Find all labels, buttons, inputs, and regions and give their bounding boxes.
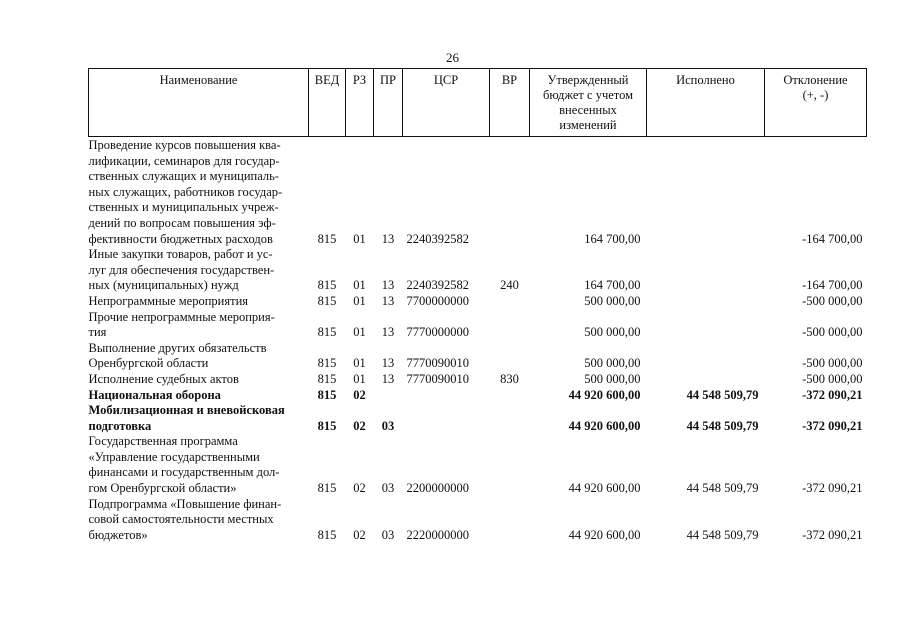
cell-rz: 02 [353,527,366,542]
row-name-line: фективности бюджетных расходов [88,231,273,246]
row-name [89,310,309,341]
cell-deviation: -372 090,21 [802,387,863,402]
cell-vr [490,294,530,310]
cell-executed [647,137,765,248]
row-name-line: Выполнение других обязательств [88,340,267,355]
row-name-line: Проведение курсов повышения ква- [88,138,281,152]
cell-deviation: -164 700,00 [802,231,863,246]
row-name-line: ных (муниципальных) нужд [88,278,239,293]
cell-approved: 44 920 600,00 [568,387,641,402]
cell-vr [490,497,530,544]
cell-rz: 02 [353,418,366,433]
cell-pr: 03 [381,527,395,542]
header-csr: ЦСР [403,69,490,137]
table-row [89,294,867,310]
cell-deviation: -500 000,00 [802,325,863,340]
table-row [89,372,867,388]
cell-approved: 44 920 600,00 [568,481,641,496]
cell-approved: 500 000,00 [584,371,641,386]
cell-rz: 02 [353,481,366,496]
row-name-line: Исполнение судебных актов [88,371,239,386]
cell-vr [490,434,530,496]
table-row [89,434,867,496]
row-name-line: ственных и муниципальных учреж- [88,200,279,215]
cell-ved: 815 [317,293,337,308]
header-executed: Исполнено [647,69,765,137]
cell-ved: 815 [317,278,337,293]
cell-csr: 2200000000 [406,481,469,496]
table-body [89,137,867,544]
row-name-line: гом Оренбургской области» [88,481,237,496]
cell-csr: 7770090010 [406,371,469,386]
cell-pr: 13 [381,356,395,371]
cell-csr [403,403,490,434]
row-name-line: луг для обеспечения государствен- [88,262,275,277]
row-name [89,388,309,404]
row-name-line: лификации, семинаров для государ- [88,153,280,168]
cell-approved: 44 920 600,00 [568,527,641,542]
header-approved-line: изменений [559,118,617,132]
row-name-line: Мобилизационная и вневойсковая [88,403,285,418]
cell-csr: 2220000000 [406,527,469,542]
table-row [89,403,867,434]
row-name-line: ных служащих, работников государ- [88,184,283,199]
cell-rz: 02 [353,387,366,402]
row-name-line: подготовка [88,418,152,433]
cell-pr: 13 [381,371,395,386]
cell-executed [647,310,765,341]
cell-executed [647,247,765,294]
table-header-row [89,69,867,137]
cell-approved: 500 000,00 [584,325,641,340]
row-name [89,403,309,434]
row-name-line: Государственная программа [88,434,238,449]
header-approved-line: бюджет с учетом [542,88,633,102]
cell-approved: 44 920 600,00 [568,418,641,433]
cell-rz: 01 [353,293,366,308]
cell-deviation: -372 090,21 [802,418,863,433]
row-name-line: «Управление государственными [88,449,260,464]
cell-ved: 815 [317,356,337,371]
cell-ved: 815 [317,371,337,386]
cell-rz: 01 [353,371,366,386]
row-name [89,294,309,310]
cell-pr: 13 [381,325,395,340]
cell-vr [490,388,530,404]
cell-pr: 13 [381,231,395,246]
row-name-line: Непрограммные мероприятия [88,293,249,308]
row-name-line: дений по вопросам повышения эф- [88,215,276,230]
cell-vr [490,341,530,372]
row-name-line: финансами и государственным дол- [88,465,280,480]
cell-vr: 240 [500,278,519,293]
cell-rz: 01 [353,278,366,293]
cell-vr [490,403,530,434]
cell-rz: 01 [353,356,366,371]
row-name-line: Национальная оборона [88,387,221,402]
table-row [89,497,867,544]
header-approved-line: внесенных [559,103,617,117]
budget-execution-table [88,68,867,543]
cell-approved: 500 000,00 [584,356,641,371]
row-name-line: совой самостоятельности местных [88,512,274,527]
cell-ved: 815 [317,231,337,246]
header-vr: ВР [490,69,530,137]
cell-deviation: -500 000,00 [802,371,863,386]
cell-executed [647,294,765,310]
cell-executed [647,341,765,372]
row-name-line: Прочие непрограммные мероприя- [88,309,275,324]
cell-ved: 815 [317,325,337,340]
cell-executed: 44 548 509,79 [686,387,759,402]
row-name-line: бюджетов» [88,527,148,542]
cell-pr [374,388,403,404]
cell-deviation: -500 000,00 [802,293,863,308]
row-name-line: Оренбургской области [88,356,209,371]
header-name: Наименование [89,69,309,137]
cell-approved: 164 700,00 [584,231,641,246]
cell-csr: 2240392582 [406,278,469,293]
header-approved [530,69,647,137]
cell-ved: 815 [317,481,337,496]
header-rz: РЗ [346,69,374,137]
cell-ved: 815 [317,387,337,402]
row-name [89,341,309,372]
cell-rz: 01 [353,231,366,246]
cell-pr: 13 [381,278,395,293]
cell-vr [490,137,530,248]
cell-vr: 830 [500,371,519,386]
cell-ved: 815 [317,418,337,433]
table-row [89,388,867,404]
row-name-line: Подпрограмма «Повышение финан- [88,496,282,511]
cell-vr [490,310,530,341]
cell-deviation: -372 090,21 [802,481,863,496]
cell-pr: 03 [381,481,395,496]
row-name [89,434,309,496]
header-ved: ВЕД [309,69,346,137]
cell-rz: 01 [353,325,366,340]
table-row [89,137,867,248]
header-deviation [765,69,867,137]
row-name-line: ственных служащих и муниципаль- [88,169,279,184]
row-name [89,137,309,248]
table-row [89,310,867,341]
page-number: 26 [446,50,459,65]
cell-csr: 7770090010 [406,356,469,371]
cell-executed: 44 548 509,79 [686,527,759,542]
header-deviation-line: Отклонение [783,73,848,87]
row-name [89,247,309,294]
row-name [89,497,309,544]
cell-csr [403,388,490,404]
row-name [89,372,309,388]
cell-approved: 500 000,00 [584,293,641,308]
cell-approved: 164 700,00 [584,278,641,293]
header-deviation-line: (+, -) [802,88,829,102]
cell-csr: 7700000000 [406,293,469,308]
header-pr: ПР [374,69,403,137]
cell-executed: 44 548 509,79 [686,418,759,433]
cell-pr: 03 [381,418,395,433]
header-approved-line: Утвержденный [547,73,629,87]
cell-csr: 7770000000 [406,325,469,340]
row-name-line: Иные закупки товаров, работ и ус- [88,247,273,262]
table-row [89,341,867,372]
cell-pr: 13 [381,293,395,308]
cell-executed: 44 548 509,79 [686,481,759,496]
cell-deviation: -164 700,00 [802,278,863,293]
cell-csr: 2240392582 [406,231,469,246]
cell-deviation: -372 090,21 [802,527,863,542]
row-name-line: тия [88,325,107,340]
cell-executed [647,372,765,388]
cell-deviation: -500 000,00 [802,356,863,371]
cell-ved: 815 [317,527,337,542]
table-row [89,247,867,294]
